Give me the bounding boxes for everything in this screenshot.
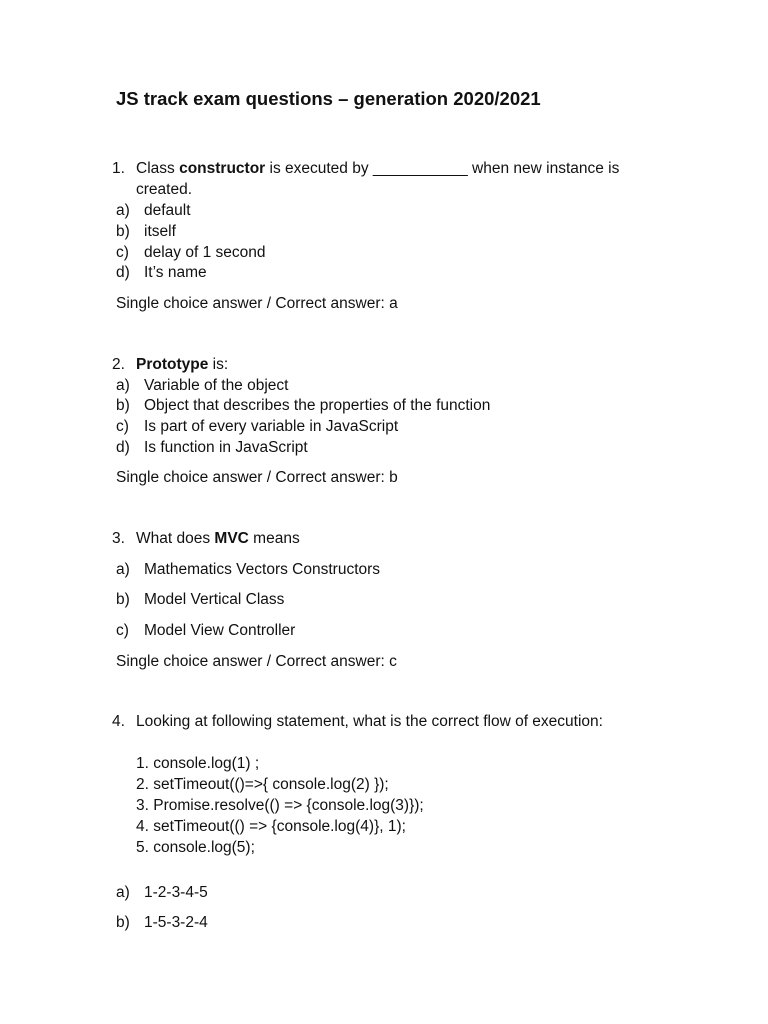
option-letter: b) bbox=[116, 914, 130, 931]
option-letter: a) bbox=[116, 561, 130, 578]
question-text: What does MVC means bbox=[136, 530, 300, 547]
answer-note: Single choice answer / Correct answer: a bbox=[116, 295, 398, 312]
code-line: 3. Promise.resolve(() => {console.log(3)}); bbox=[136, 797, 424, 814]
option-text: 1-5-3-2-4 bbox=[144, 914, 208, 931]
code-line: 5. console.log(5); bbox=[136, 839, 255, 856]
option-letter: c) bbox=[116, 418, 129, 435]
option-letter: c) bbox=[116, 622, 129, 639]
option-text: It’s name bbox=[144, 264, 207, 281]
document-title: JS track exam questions – generation 2020/2021 bbox=[116, 88, 541, 109]
option-letter: b) bbox=[116, 223, 130, 240]
option-text: Mathematics Vectors Constructors bbox=[144, 561, 381, 578]
code-line: 2. setTimeout(()=>{ console.log(2) }); bbox=[136, 776, 389, 793]
option-letter: b) bbox=[116, 591, 130, 608]
option-text: Variable of the object bbox=[144, 377, 289, 394]
option-text: Object that describes the properties of the function bbox=[144, 397, 491, 414]
code-line: 4. setTimeout(() => {console.log(4)}, 1); bbox=[136, 818, 406, 835]
question-keyword: Prototype bbox=[136, 356, 209, 373]
question-text: Class constructor is executed by ___________ when new instance is bbox=[136, 160, 620, 177]
question-text-continued: created. bbox=[136, 181, 193, 198]
option-text: Model Vertical Class bbox=[144, 591, 285, 608]
option-text: Model View Controller bbox=[144, 622, 296, 639]
question-number: 3. bbox=[112, 530, 125, 547]
question-number: 1. bbox=[112, 160, 125, 177]
option-letter: d) bbox=[116, 439, 130, 456]
question-number: 2. bbox=[112, 356, 125, 373]
option-letter: b) bbox=[116, 397, 130, 414]
option-letter: c) bbox=[116, 244, 129, 261]
question-number: 4. bbox=[112, 713, 125, 730]
option-text: itself bbox=[144, 223, 176, 240]
option-letter: d) bbox=[116, 264, 130, 281]
option-letter: a) bbox=[116, 884, 130, 901]
code-line: 1. console.log(1) ; bbox=[136, 755, 260, 772]
option-text: delay of 1 second bbox=[144, 244, 266, 261]
option-text: 1-2-3-4-5 bbox=[144, 884, 208, 901]
option-letter: a) bbox=[116, 377, 130, 394]
answer-note: Single choice answer / Correct answer: b bbox=[116, 469, 398, 486]
option-text: Is function in JavaScript bbox=[144, 439, 308, 456]
question-keyword: constructor bbox=[179, 160, 266, 177]
question-text: Prototype is: bbox=[136, 356, 229, 373]
answer-note: Single choice answer / Correct answer: c bbox=[116, 653, 397, 670]
question-text: Looking at following statement, what is the correct flow of execution: bbox=[136, 713, 603, 730]
question-keyword: MVC bbox=[214, 530, 249, 547]
option-text: default bbox=[144, 202, 191, 219]
option-text: Is part of every variable in JavaScript bbox=[144, 418, 399, 435]
option-letter: a) bbox=[116, 202, 130, 219]
